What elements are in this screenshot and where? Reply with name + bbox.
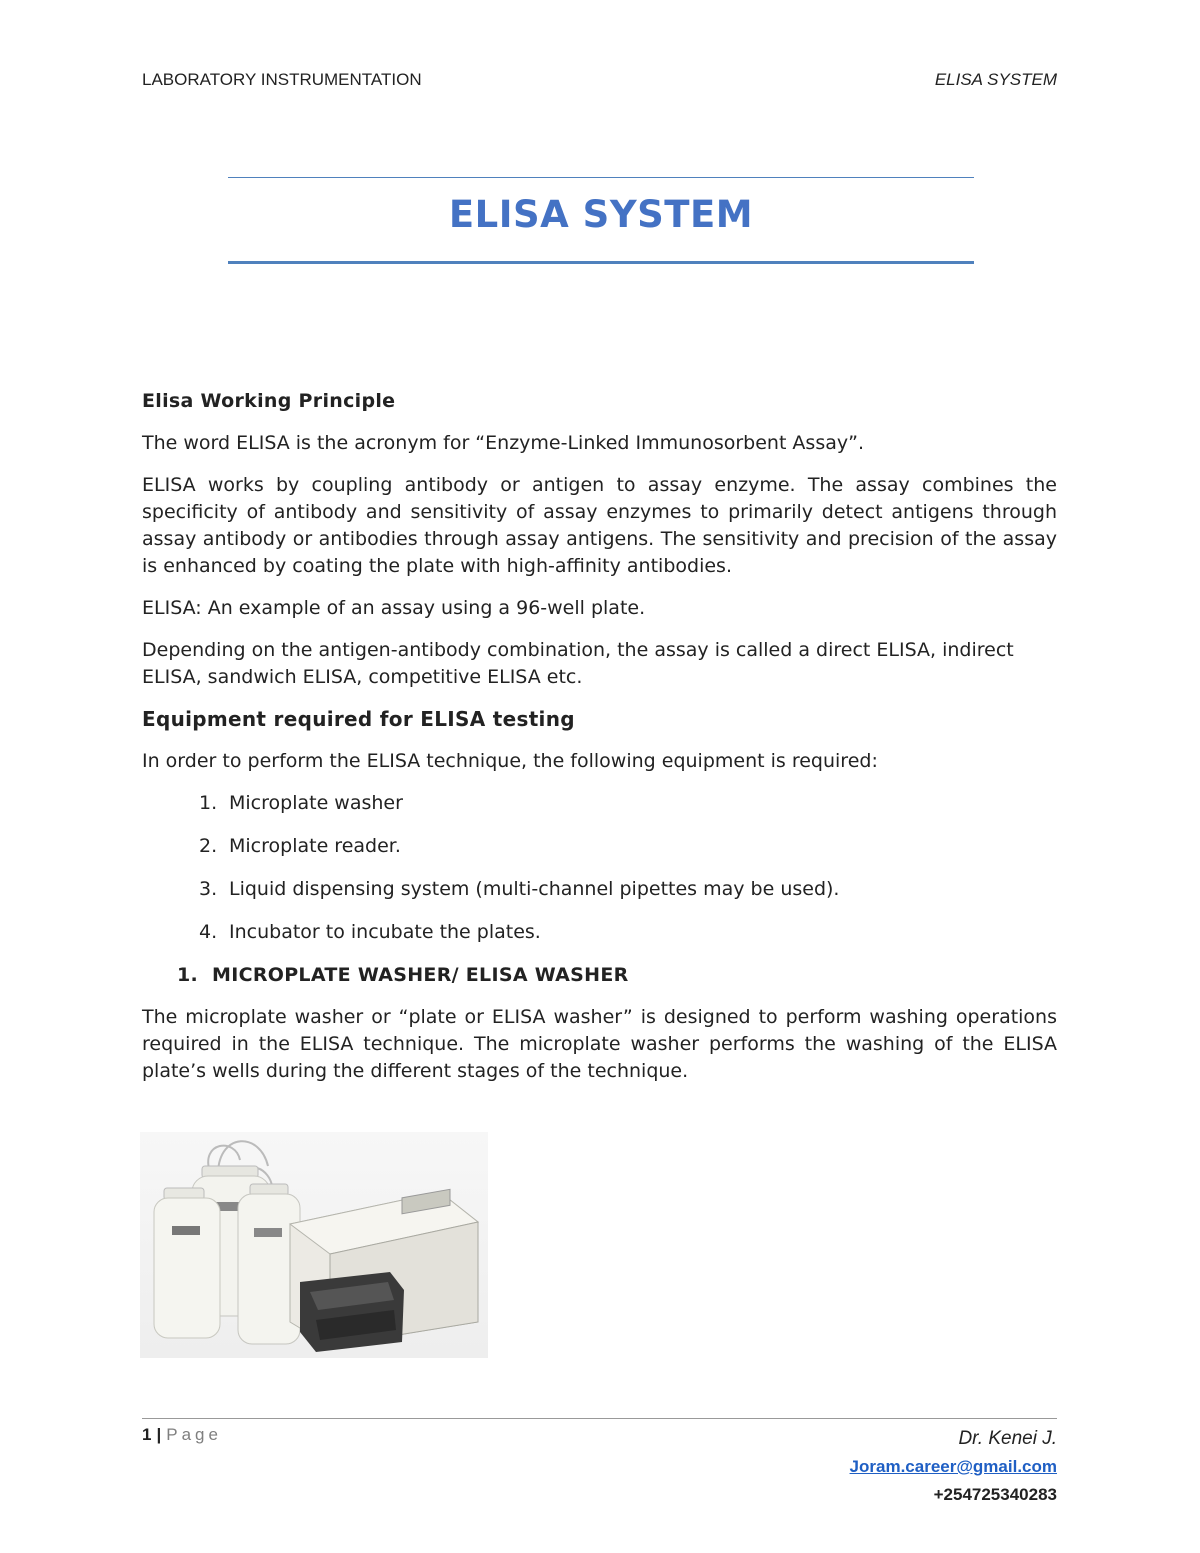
microplate-washer-image xyxy=(140,1132,488,1358)
washer-heading-text: MICROPLATE WASHER/ ELISA WASHER xyxy=(212,964,629,986)
list-item-text: Liquid dispensing system (multi-channel pipettes may be used). xyxy=(229,878,840,900)
equipment-list xyxy=(142,790,1057,946)
footer-rule xyxy=(142,1418,1057,1419)
microplate-washer-photo-icon xyxy=(140,1132,488,1358)
page-header xyxy=(142,70,1057,94)
list-item xyxy=(142,919,1057,946)
washer-heading xyxy=(142,962,1057,989)
list-item-number: 1. xyxy=(199,792,218,814)
principle-paragraph-3: ELISA: An example of an assay using a 96-well plate. xyxy=(142,597,646,619)
washer-heading-number: 1. xyxy=(177,964,199,986)
list-item-text: Microplate reader. xyxy=(229,835,401,857)
principle-heading: Elisa Working Principle xyxy=(142,390,396,412)
header-right-text: ELISA SYSTEM xyxy=(934,70,1057,89)
author-name: Dr. Kenei J. xyxy=(958,1428,1057,1449)
equipment-heading: Equipment required for ELISA testing xyxy=(142,707,575,731)
washer-paragraph: The microplate washer or “plate or ELISA washer” is designed to perform washing operations required in the ELISA technique. The microplate washer performs the washing of the ELISA plate’s wells during the different stages of the technique. xyxy=(142,1006,1057,1082)
page-number-separator: | xyxy=(156,1425,162,1444)
list-item-number: 2. xyxy=(199,835,218,857)
principle-paragraph-4: Depending on the antigen-antibody combination, the assay is called a direct ELISA, indirect ELISA, sandwich ELISA, competitive ELISA etc. xyxy=(142,639,1014,688)
list-item-text: Microplate washer xyxy=(229,792,403,814)
author-phone: +254725340283 xyxy=(933,1485,1057,1504)
main-content xyxy=(142,388,1057,1100)
title-rule-bottom xyxy=(228,261,974,264)
principle-paragraph-1: The word ELISA is the acronym for “Enzyme-Linked Immunosorbent Assay”. xyxy=(142,432,864,454)
title-rule-top xyxy=(228,177,974,178)
equipment-intro: In order to perform the ELISA technique, the following equipment is required: xyxy=(142,750,878,772)
author-email-link[interactable]: Joram.career@gmail.com xyxy=(849,1457,1057,1476)
list-item xyxy=(142,790,1057,817)
list-item xyxy=(142,833,1057,860)
page-number xyxy=(142,1425,222,1445)
header-left-text: LABORATORY INSTRUMENTATION xyxy=(142,70,422,89)
list-item-number: 4. xyxy=(199,921,218,943)
list-item xyxy=(142,876,1057,903)
list-item-number: 3. xyxy=(199,878,218,900)
list-item-text: Incubator to incubate the plates. xyxy=(229,921,541,943)
principle-paragraph-2: ELISA works by coupling antibody or antigen to assay enzyme. The assay combines the specificity of antibody and sensitivity of assay enzymes to primarily detect antigens through assay antibody or antibodies through assay antigens. The sensitivity and precision of the assay is enhanced by coating the plate with high-affinity antibodies. xyxy=(142,474,1057,577)
page-number-value: 1 xyxy=(142,1425,152,1444)
document-title: ELISA SYSTEM xyxy=(448,193,754,236)
page-number-label: Page xyxy=(166,1425,222,1444)
footer-contact xyxy=(850,1425,1057,1509)
